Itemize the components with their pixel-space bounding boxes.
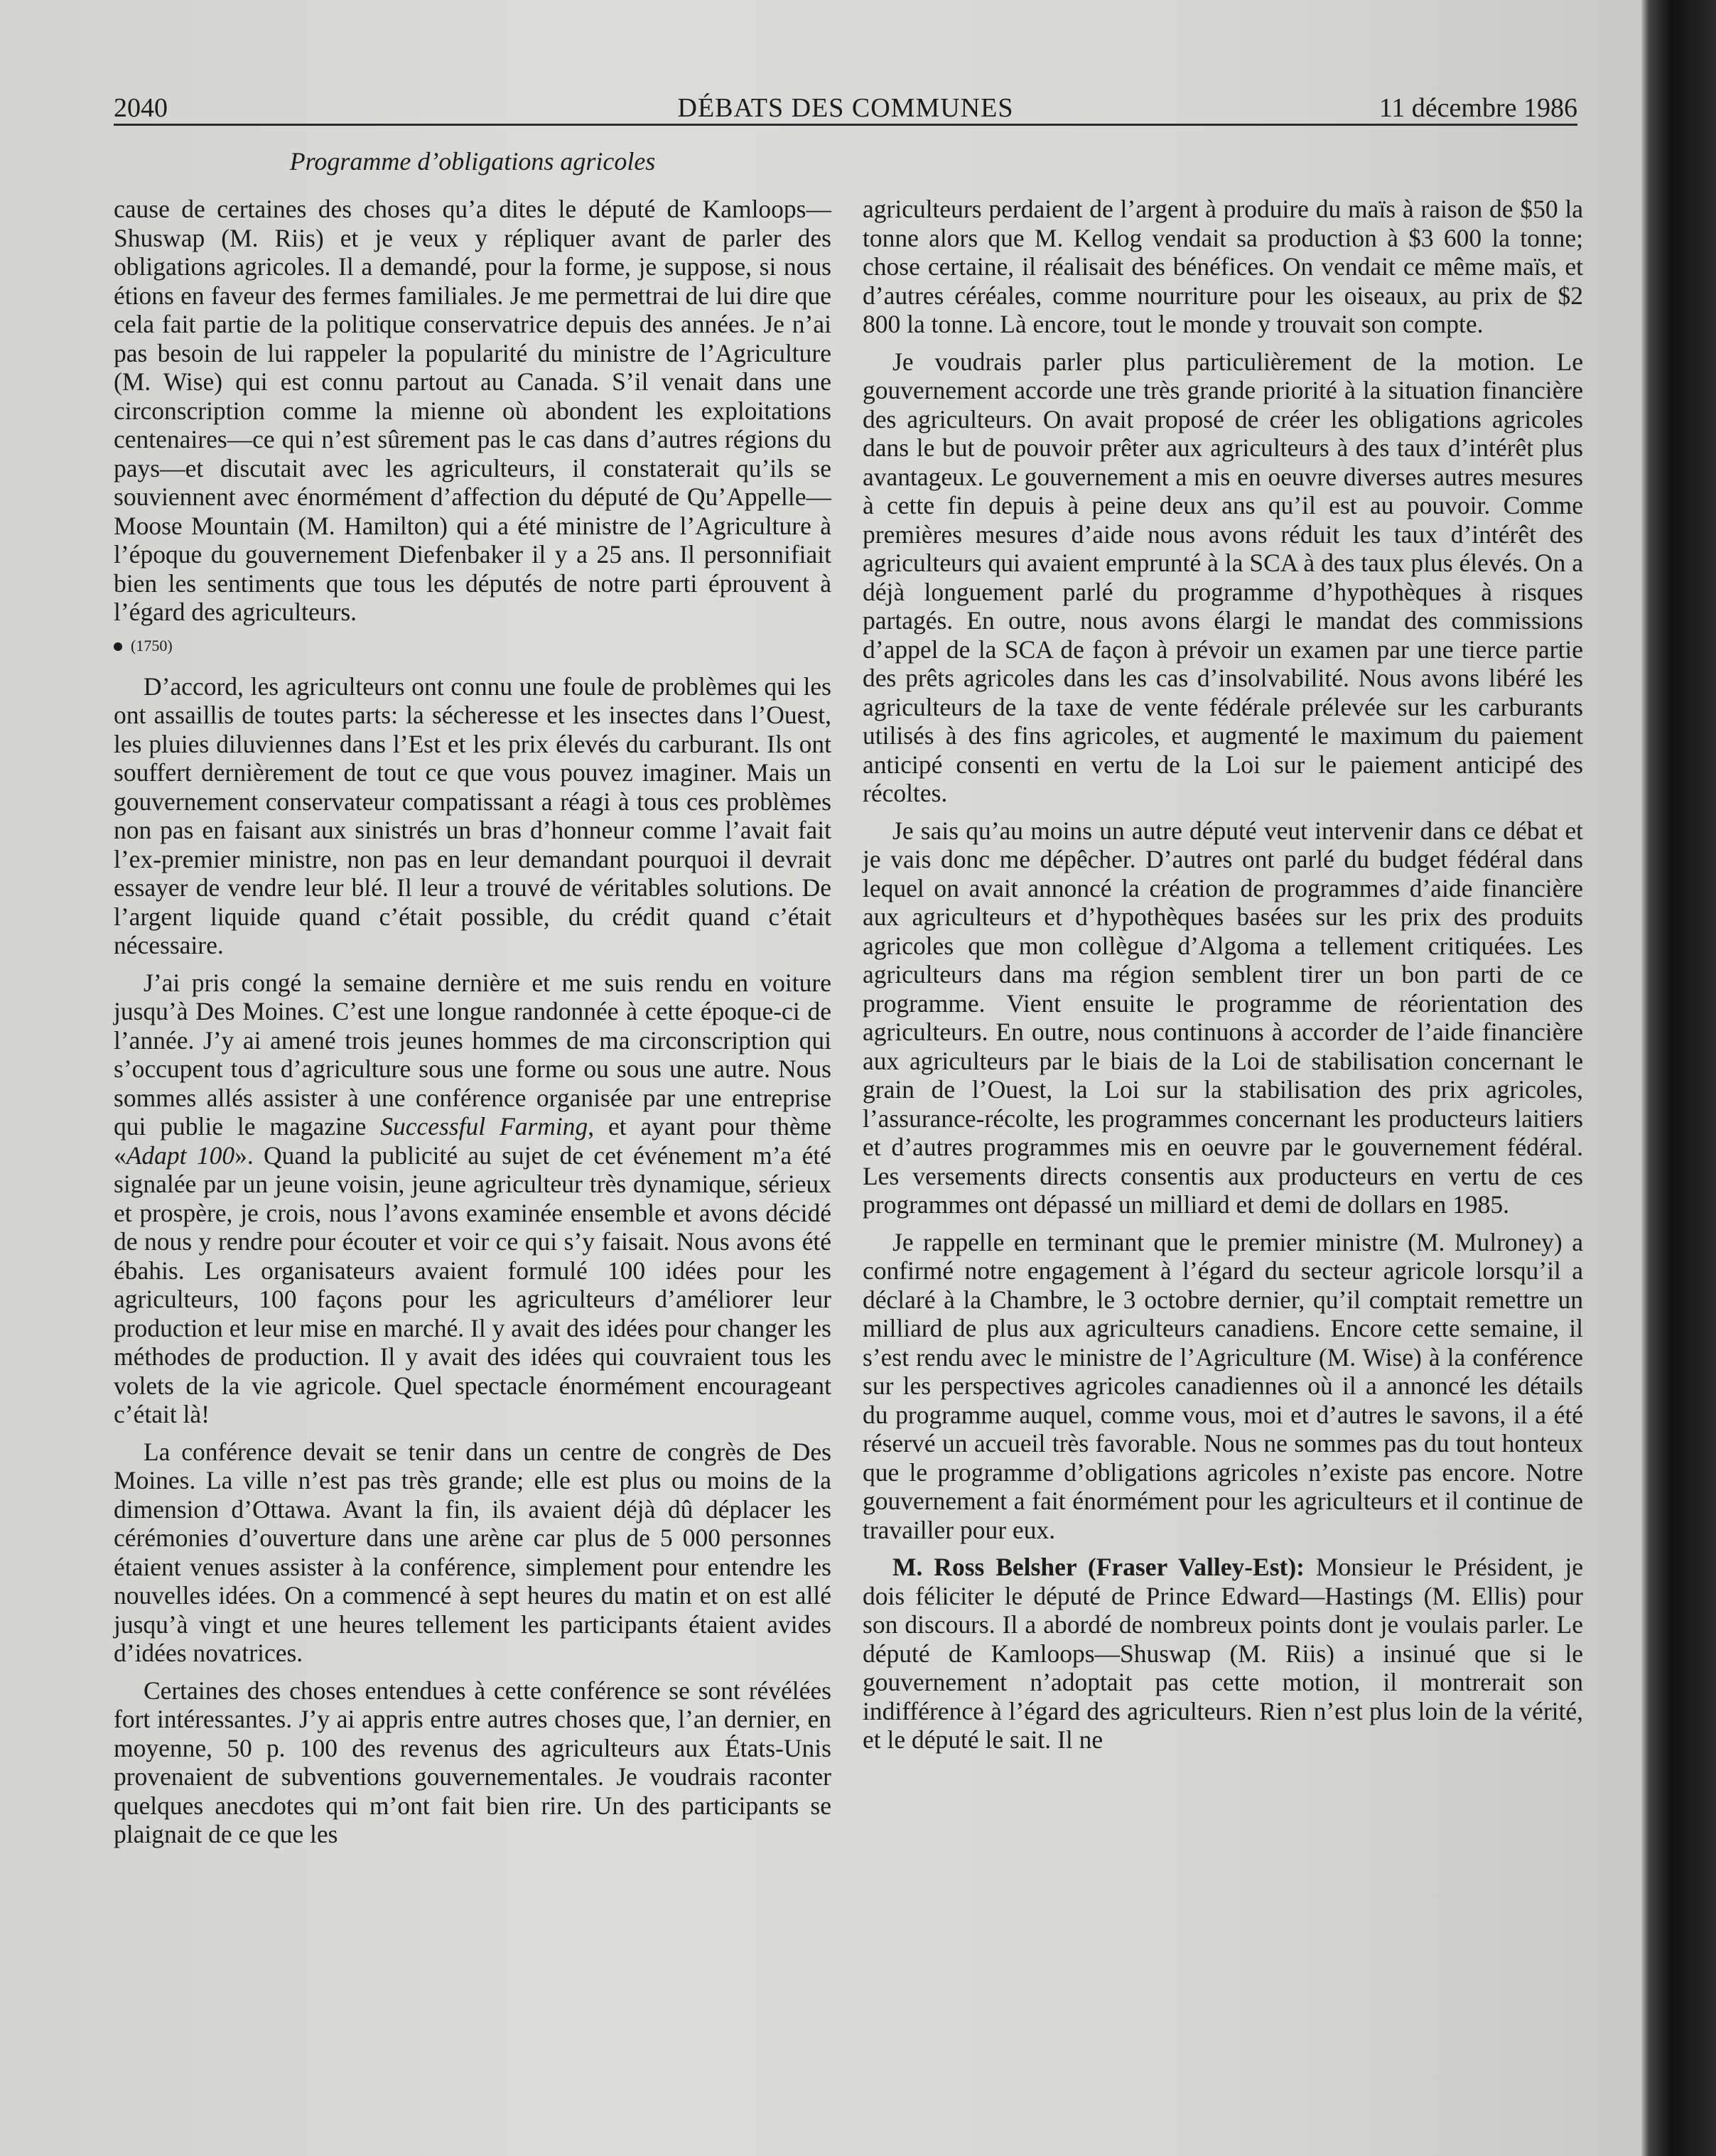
- time-marker-text: (1750): [131, 636, 173, 654]
- paragraph-text: ». Quand la publicité au sujet de cet événement m’a été signalée par un jeune voisin, jeune agriculteur très dynamique, sérieux et prospère, je crois, nous l’avons examinée ensemble et avons décidé de nous y rendre pour écouter et voir ce qui s’y faisait. Nous avons été ébahis. Les organisateurs avaient formulé 100 idées pour les agriculteurs, 100 façons pour les agriculteurs d’améliorer leur production et leur mise en marché. Il y avait des idées pour changer les méthodes de production. Il y avait des idées qui couvraient tous les volets de la vie agricole. Quel spectacle énormément encourageant c’était là!: [114, 1141, 831, 1428]
- page-number: 2040: [114, 93, 168, 123]
- paragraph-text: Monsieur le Président, je dois féliciter le député de Prince Edward—Hastings (M. Ellis) pour son discours. Il a abordé de nombreux points dont je voulais parler. Le député de Kamloops—Shuswap (M. Riis) a insinué que si le gouvernement n’adoptait pas cette motion, il montrerait son indifférence à l’égard des agriculteurs. Rien n’est plus loin de la vérité, et le député le sait. Il ne: [863, 1553, 1584, 1754]
- paragraph: cause de certaines des choses qu’a dites le député de Kamloops—Shuswap (M. Riis) et je veux y répliquer avant de parler des obligations agricoles. Il a demandé, pour la forme, je suppose, si nous étions en faveur des fermes familiales. Je me permettrai de lui dire que cela fait partie de la politique conservatrice depuis des années. Je n’ai pas besoin de lui rappeler la popularité du ministre de l’Agriculture (M. Wise) qui est connu partout au Canada. S’il venait dans une circonscription comme la mienne où abondent les exploitations centenaires—ce qui n’est sûrement pas le cas dans d’autres régions du pays—et discutait avec les agriculteurs, il constaterait qu’ils se souviennent avec énormément d’affection du député de Qu’Appelle—Moose Mountain (M. Hamilton) qui a été ministre de l’Agriculture à l’époque du gouvernement Diefenbaker il y a 25 ans. Il personnifiait bien les sentiments que tous les députés de notre parti éprouvent à l’égard des agriculteurs.: [114, 195, 831, 626]
- paragraph: [114, 969, 831, 1429]
- left-column: [114, 195, 831, 1858]
- paragraph-text: , et ayant pour thème «: [114, 1112, 831, 1170]
- conference-theme: Adapt 100: [126, 1141, 235, 1170]
- paragraph: D’accord, les agriculteurs ont connu une foule de problèmes qui les ont assaillis de toutes parts: la sécheresse et les insectes dans l’Ouest, les pluies diluviennes dans l’Est et les prix élevés du carburant. Ils ont souffert dernièrement de tout ce que vous pouvez imaginer. Mais un gouvernement conservateur compatissant a réagi à tous ces problèmes non pas en faisant aux sinistrés un bras d’honneur comme l’avait fait l’ex-premier ministre, non pas en leur demandant pourquoi il devrait essayer de vendre leur blé. Il leur a trouvé de véritables solutions. De l’argent liquide quand c’était possible, du crédit quand c’était nécessaire.: [114, 672, 831, 959]
- paragraph-text: J’ai pris congé la semaine dernière et me suis rendu en voiture jusqu’à Des Moines. C’est une longue randonnée à cette époque-ci de l’année. J’y ai amené trois jeunes hommes de ma circonscription qui s’occupent tous d’agriculture sous une forme ou sous une autre. Nous sommes allés assister à une conférence organisée par une entreprise qui publie le magazine: [114, 968, 831, 1141]
- magazine-title: Successful Farming: [380, 1112, 588, 1141]
- right-column: [863, 195, 1583, 1763]
- paragraph: agriculteurs perdaient de l’argent à produire du maïs à raison de $50 la tonne alors que M. Kellog vendait sa production à $3 600 la tonne; chose certaine, il réalisait des bénéfices. On vendait ce même maïs, et d’autres céréales, comme nourriture pour les oiseaux, au prix de $2 800 la tonne. Là encore, tout le monde y trouvait son compte.: [863, 195, 1583, 338]
- paragraph: [863, 1553, 1583, 1755]
- paragraph: Certaines des choses entendues à cette conférence se sont révélées fort intéressantes. J’y ai appris entre autres choses que, l’an dernier, en moyenne, 50 p. 100 des revenus des agriculteurs aux États-Unis provenaient de subventions gouvernementales. Je voudrais raconter quelques anecdotes qui m’ont fait bien rire. Un des participants se plaignait de ce que les: [114, 1676, 831, 1848]
- page-binding-edge: [1641, 0, 1716, 2156]
- paragraph: Je sais qu’au moins un autre député veut intervenir dans ce débat et je vais donc me dépêcher. D’autres ont parlé du budget fédéral dans lequel on avait annoncé la création de programmes d’aide financière aux agriculteurs et d’hypothèques basées sur les prix des produits agricoles que mon collègue d’Algoma a tellement critiquées. Les agriculteurs dans ma région semblent tirer un bon parti de ce programme. Vient ensuite le programme de réorientation des agriculteurs. En outre, nous continuons à accorder de l’aide financière aux agriculteurs par le biais de la Loi de stabilisation concernant le grain de l’Ouest, la Loi sur la stabilisation des prix agricoles, l’assurance-récolte, les programmes concernant les producteurs laitiers et d’autres programmes mis en oeuvre par le gouvernement fédéral. Les versements directs consentis aux producteurs en vertu de ces programmes ont dépassé un milliard et demi de dollars en 1985.: [863, 816, 1583, 1219]
- publication-title: DÉBATS DES COMMUNES: [677, 93, 1014, 123]
- paragraph: Je rappelle en terminant que le premier ministre (M. Mulroney) a confirmé notre engagement à l’égard du secteur agricole lorsqu’il a déclaré à la Chambre, le 3 octobre dernier, qu’il comptait remettre un milliard de plus aux agriculteurs canadiens. Encore cette semaine, il s’est rendu avec le ministre de l’Agriculture (M. Wise) à la conférence sur les perspectives agricoles canadiennes où il a annoncé les détails du programme auquel, comme vous, moi et d’autres le savons, il a été réservé un accueil très favorable. Nous ne sommes pas du tout honteux que le programme d’obligations agricoles n’existe pas encore. Notre gouvernement a fait énormément pour les agriculteurs et il continue de travailler pour eux.: [863, 1227, 1583, 1544]
- page-date: 11 décembre 1986: [1378, 93, 1577, 123]
- page-header: [114, 87, 1577, 126]
- debate-subject: Programme d’obligations agricoles: [289, 147, 656, 176]
- bullet-icon: [114, 642, 122, 651]
- time-marker: [114, 635, 831, 657]
- paragraph: La conférence devait se tenir dans un centre de congrès de Des Moines. La ville n’est pas très grande; elle est plus ou moins de la dimension d’Ottawa. Avant la fin, ils avaient déjà dû déplacer les cérémonies d’ouverture dans une arène car plus de 5 000 personnes étaient venues assister à la conférence, simplement pour entendre les nouvelles idées. On a commencé à sept heures du matin et on est allé jusqu’à vingt et une heures tellement les participants étaient avides d’idées novatrices.: [114, 1437, 831, 1667]
- paragraph: Je voudrais parler plus particulièrement de la motion. Le gouvernement accorde une très grande priorité à la situation financière des agriculteurs. On avait proposé de créer les obligations agricoles dans le but de pouvoir prêter aux agriculteurs à des taux d’intérêt plus avantageux. Le gouvernement a mis en oeuvre diverses autres mesures à cette fin depuis à peine deux ans qu’il est au pouvoir. Comme premières mesures d’aide nous avons réduit les taux d’intérêt des agriculteurs qui avaient emprunté à la SCA à des taux plus élevés. On a déjà longuement parlé du programme d’hypothèques à risques partagés. En outre, nous avons élargi le mandat des commissions d’appel de la SCA de façon à prévoir un examen par une tierce partie des prêts agricoles dans les cas d’insolvabilité. Nous avons libéré les agriculteurs de la taxe de vente fédérale prélevée sur les carburants utilisés à des fins agricoles, et augmenté le maximum du paiement anticipé consenti en vertu de la Loi sur le paiement anticipé des récoltes.: [863, 347, 1583, 807]
- speaker-name: M. Ross Belsher (Fraser Valley-Est):: [892, 1553, 1305, 1581]
